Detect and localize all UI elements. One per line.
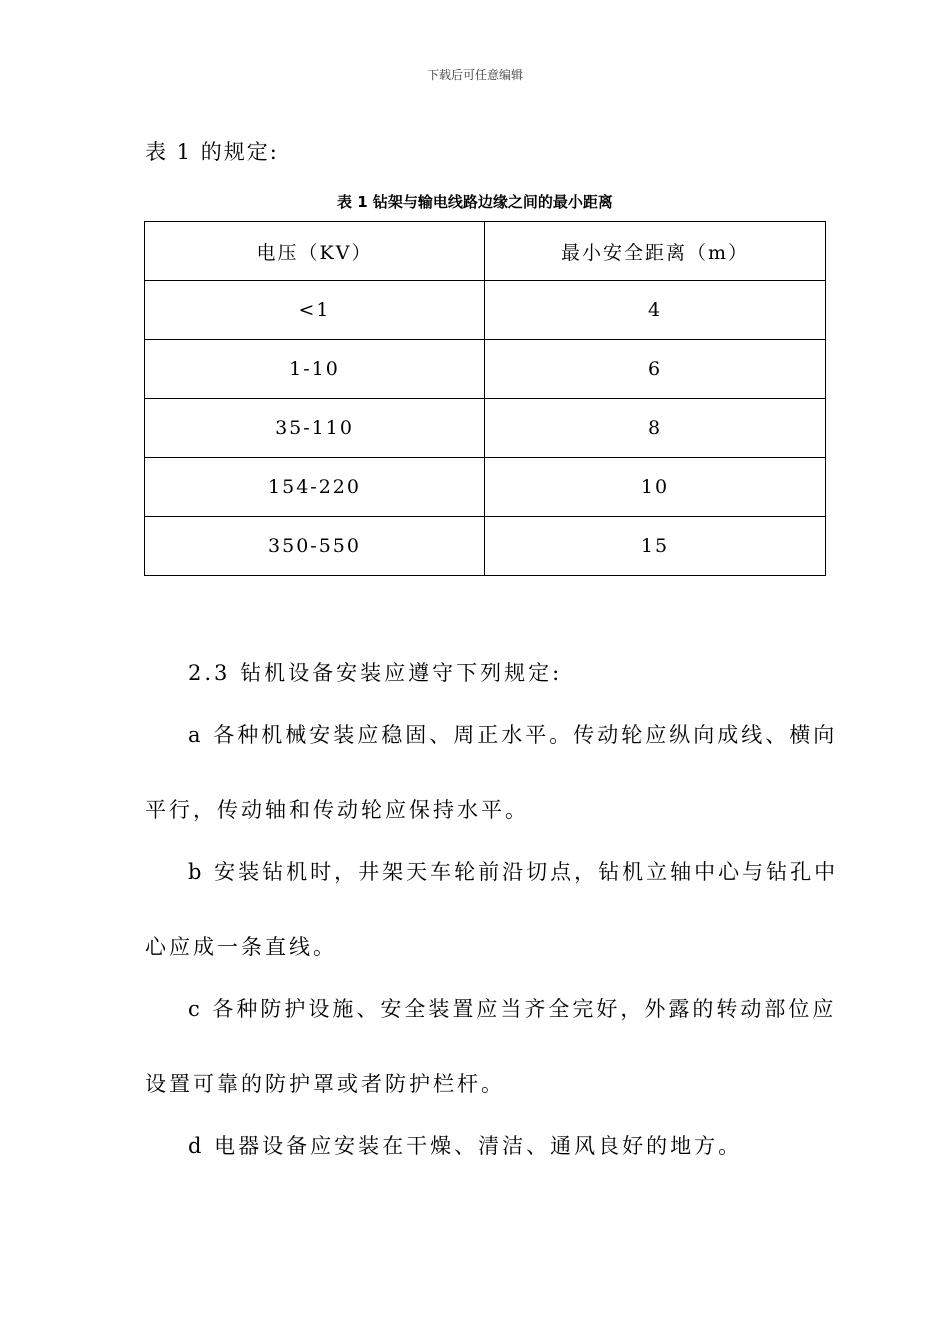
item-d-line1: d 电器设备应安装在干燥、清洁、通风良好的地方。 (188, 1134, 743, 1158)
item-b-line1: b 安装钻机时，井架天车轮前沿切点，钻机立轴中心与钻孔中 (188, 860, 839, 884)
item-c-line1: c 各种防护设施、安全装置应当齐全完好，外露的转动部位应 (188, 997, 837, 1021)
item-a-line1: a 各种机械安装应稳固、周正水平。传动轮应纵向成线、横向 (188, 723, 838, 747)
table-row (145, 340, 826, 399)
item-a-line2: 平行，传动轴和传动轮应保持水平。 (145, 798, 529, 822)
distance-table (144, 221, 826, 576)
voltage-cell: 35-110 (145, 399, 485, 458)
page-header-note: 下载后可任意编辑 (426, 68, 523, 82)
intro-text: 表 1 的规定: (145, 140, 279, 164)
voltage-cell: 350-550 (145, 517, 485, 576)
table-row (145, 517, 826, 576)
table-row (145, 281, 826, 340)
table-caption: 表 1 钻架与输电线路边缘之间的最小距离 (337, 193, 613, 211)
distance-cell: 6 (485, 340, 826, 399)
column-header-voltage: 电压（KV） (145, 222, 485, 281)
voltage-cell: 1-10 (145, 340, 485, 399)
voltage-cell: 154-220 (145, 458, 485, 517)
voltage-cell: <1 (145, 281, 485, 340)
table-row (145, 458, 826, 517)
section-heading: 2.3 钻机设备安装应遵守下列规定: (188, 661, 563, 685)
distance-cell: 4 (485, 281, 826, 340)
distance-cell: 15 (485, 517, 826, 576)
item-c-line2: 设置可靠的防护罩或者防护栏杆。 (145, 1072, 505, 1096)
table-row (145, 399, 826, 458)
distance-cell: 10 (485, 458, 826, 517)
table-header-row (145, 222, 826, 281)
item-b-line2: 心应成一条直线。 (145, 935, 337, 959)
column-header-distance: 最小安全距离（m） (485, 222, 826, 281)
distance-cell: 8 (485, 399, 826, 458)
